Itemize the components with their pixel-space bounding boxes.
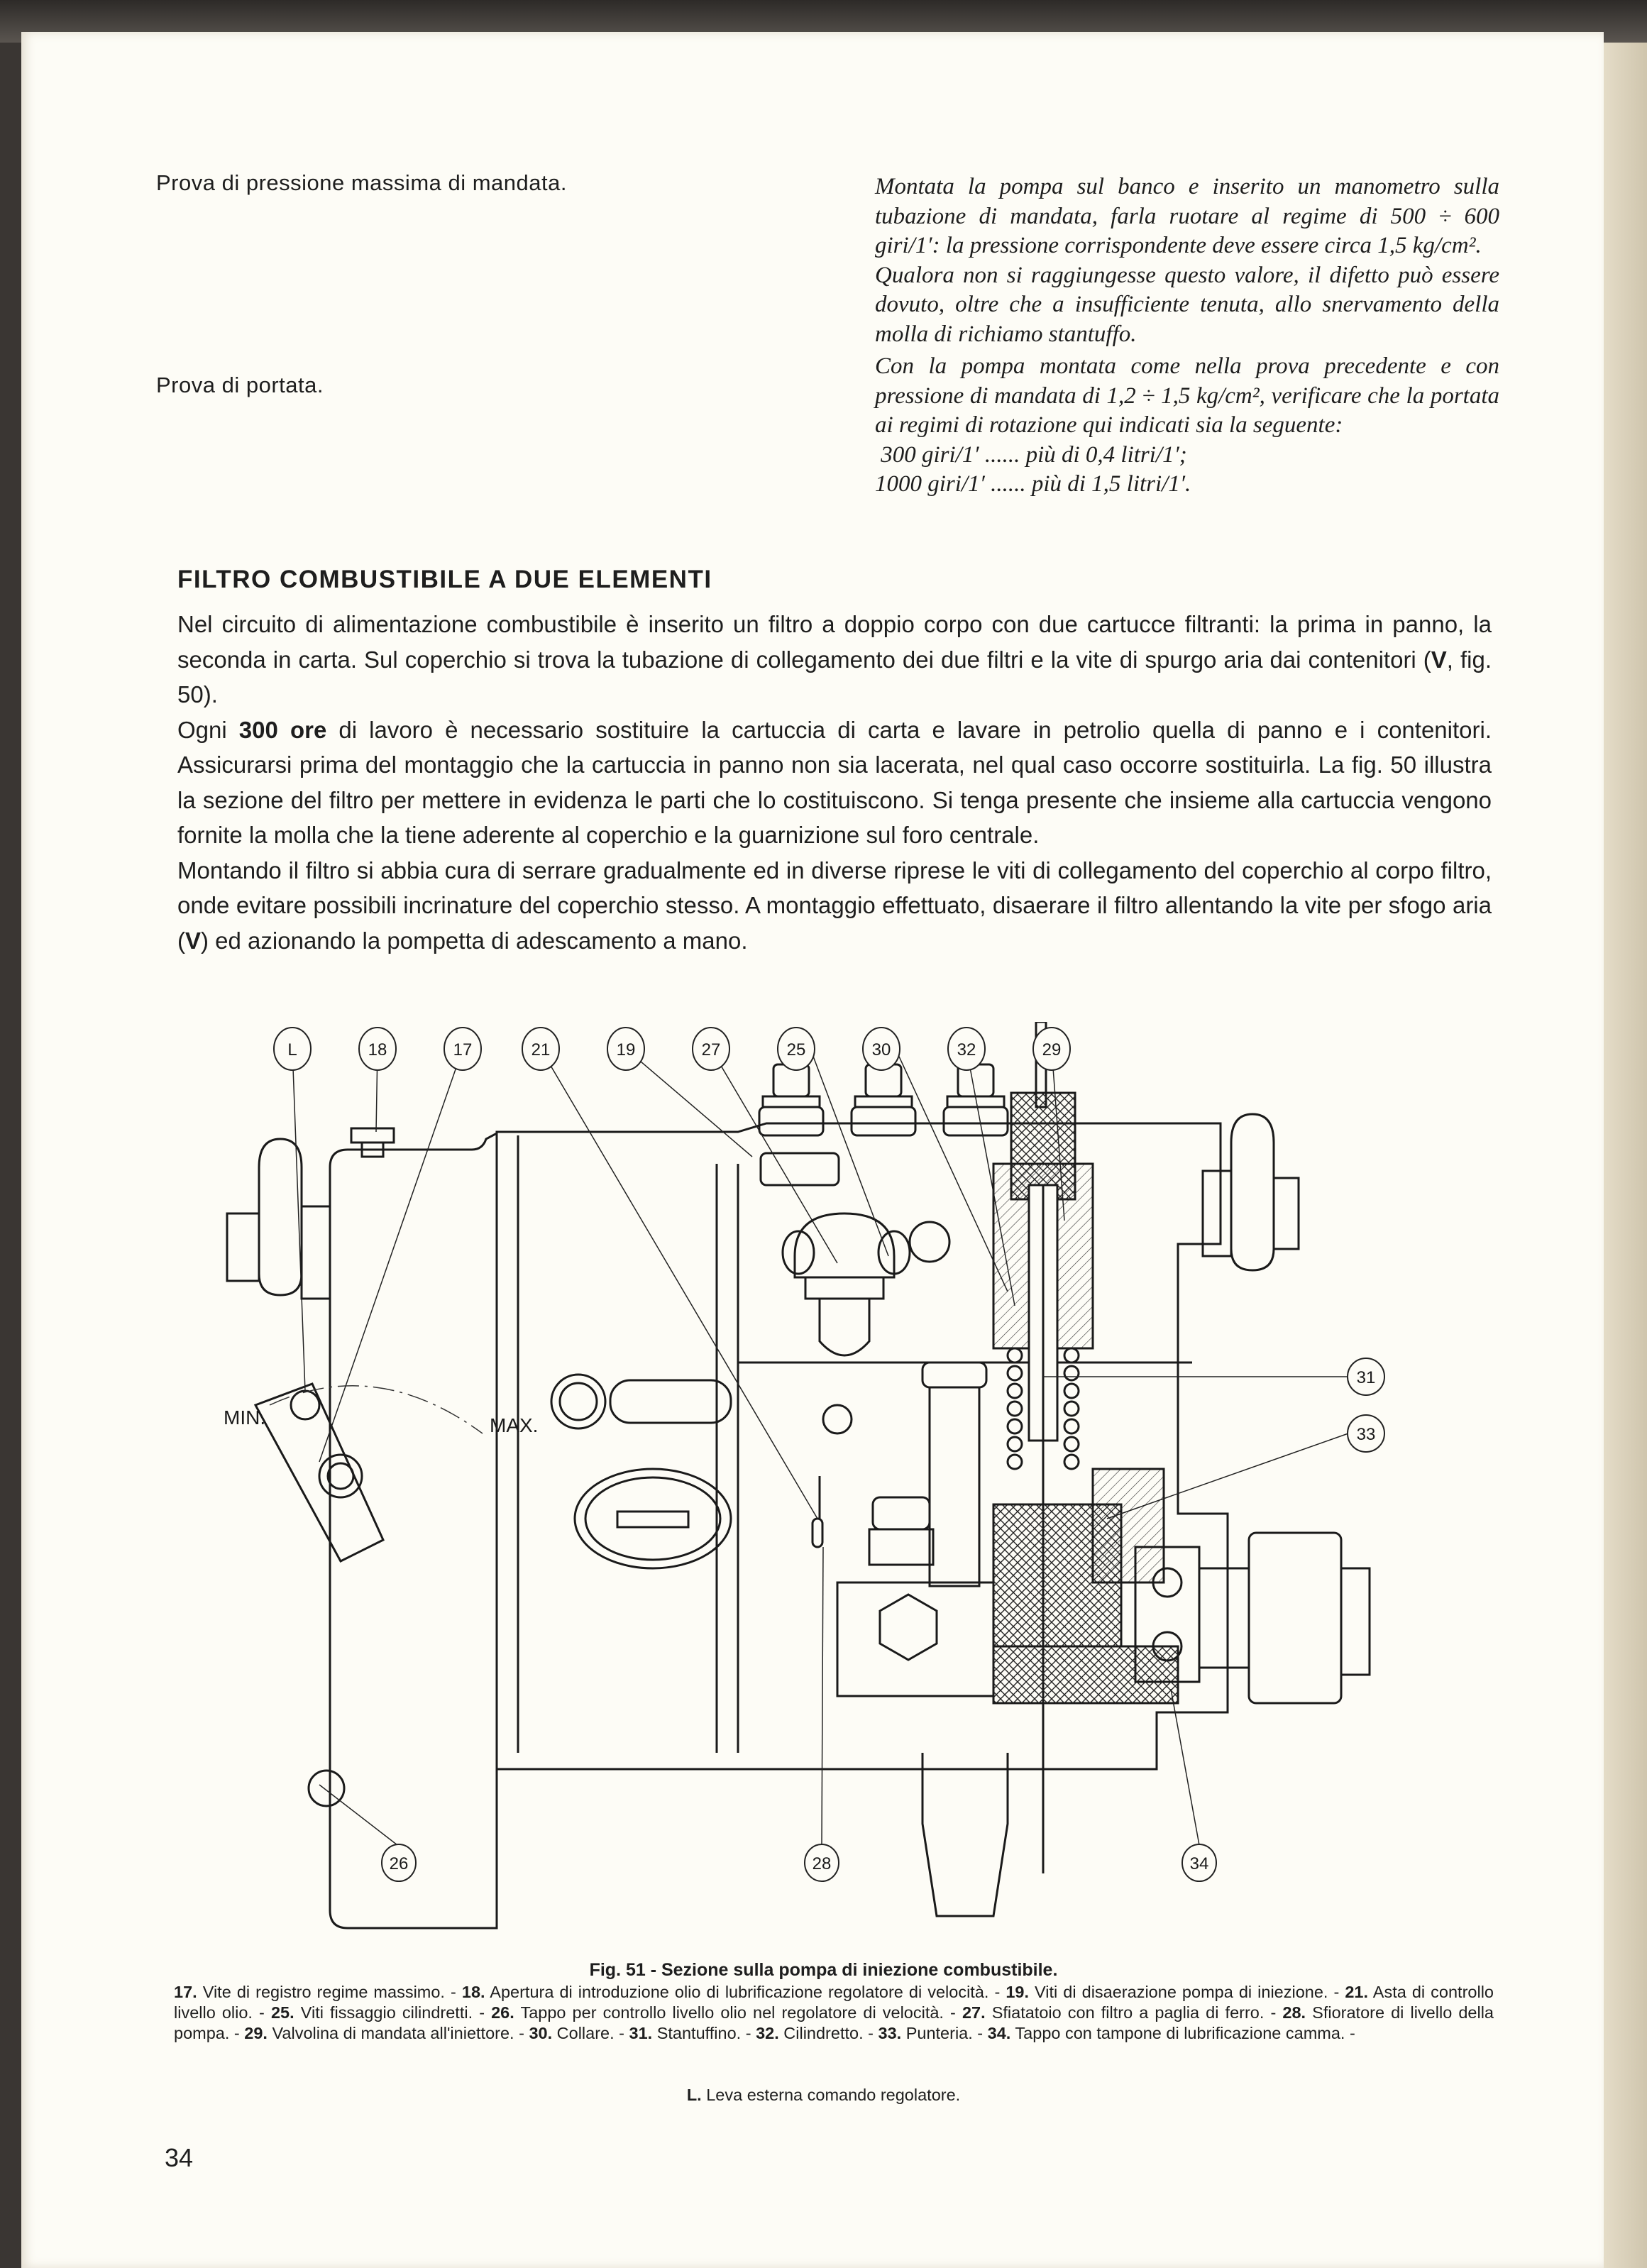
paragraph-pressure-test xyxy=(875,172,1499,261)
legend-number: 34. xyxy=(987,2024,1011,2042)
callout-18 xyxy=(359,1028,396,1070)
legend-number: 17. xyxy=(174,1983,197,2001)
callout-28 xyxy=(805,1844,839,1881)
text-line: verificare che la portata ai regimi di rotazione qui xyxy=(875,382,1500,438)
callouts xyxy=(274,1028,1384,1881)
legend-text: Sfiatatoio con filtro a paglia di ferro. - xyxy=(985,2003,1283,2022)
legend-number: 29. xyxy=(244,2024,268,2042)
text: Nel circuito di alimentazione combustibile è inserito un filtro a doppio corpo con due cartucce filtranti: la prima in panno, la seconda in carta. Sul coperchio si trova la tubazione di collegamento dei due filtri e la vite di spurgo aria dai contenitori ( xyxy=(177,611,1492,673)
svg-text:18: 18 xyxy=(368,1040,387,1059)
callout-29 xyxy=(1033,1028,1070,1070)
side-label-max-pressure-test: Prova di pressione massima di mandata. xyxy=(156,170,567,195)
callout-32 xyxy=(948,1028,985,1070)
label-max: MAX. xyxy=(490,1414,539,1436)
callout-17 xyxy=(444,1028,481,1070)
callout-26 xyxy=(382,1844,416,1881)
svg-text:33: 33 xyxy=(1356,1425,1376,1444)
callout-19 xyxy=(607,1028,644,1070)
legend-number: 28. xyxy=(1282,2003,1306,2022)
legend-number: 33. xyxy=(878,2024,902,2042)
legend-text: Stantuffino. - xyxy=(652,2024,756,2042)
callout-L xyxy=(274,1028,311,1070)
legend-text: Viti fissaggio cilindretti. - xyxy=(294,2003,492,2022)
svg-text:28: 28 xyxy=(812,1854,832,1873)
legend-number: 21. xyxy=(1345,1983,1369,2001)
body-paragraph-3 xyxy=(177,853,1492,959)
figure-51-pump-drawing xyxy=(213,1022,1476,1952)
text: ) ed azionando la pompetta di adescamento a mano. xyxy=(201,927,748,954)
paragraph-flow-test xyxy=(875,352,1499,441)
callout-30 xyxy=(863,1028,900,1070)
svg-text:26: 26 xyxy=(389,1854,409,1873)
pump-section-drawing xyxy=(213,1022,1476,1952)
text: Ogni xyxy=(177,716,239,743)
text-line: sulla tubazione di mandata, farla ruotare al regime xyxy=(875,174,1499,229)
legend-number: 27. xyxy=(962,2003,986,2022)
svg-text:32: 32 xyxy=(957,1040,976,1059)
delivery-unions xyxy=(759,1064,1008,1135)
text-line: deve essere circa 1,5 kg/cm². xyxy=(1212,233,1482,258)
legend-text: Collare. - xyxy=(552,2024,629,2042)
legend-text: Tappo con tampone di lubrificazione camma. - xyxy=(1010,2024,1355,2042)
svg-text:34: 34 xyxy=(1189,1854,1209,1873)
legend-text: Punteria. - xyxy=(901,2024,988,2042)
figure-caption-legend xyxy=(174,1982,1494,2044)
svg-text:25: 25 xyxy=(786,1040,806,1059)
legend-text: Vite di registro regime massimo. - xyxy=(197,1983,462,2001)
text-line: Con la pompa montata come nella prova precedente xyxy=(875,353,1426,379)
pump-outline xyxy=(227,1022,1370,1928)
leader-lines xyxy=(292,1049,1348,1845)
legend-text: Asta di controllo livello olio. - xyxy=(174,1983,1494,2022)
legend-number: L. xyxy=(686,2086,702,2104)
bold-hours: 300 ore xyxy=(238,716,327,743)
svg-text:21: 21 xyxy=(531,1040,551,1059)
legend-number: 19. xyxy=(1006,1983,1029,2001)
lever-arc xyxy=(270,1386,483,1433)
svg-text:30: 30 xyxy=(871,1040,891,1059)
side-label-flow-test: Prova di portata. xyxy=(156,373,324,397)
section-title: FILTRO COMBUSTIBILE A DUE ELEMENTI xyxy=(177,566,712,593)
figure-caption-last-item xyxy=(0,2086,1647,2105)
legend-text: Valvolina di mandata all'iniettore. - xyxy=(267,2024,529,2042)
legend-text: Leva esterna comando regolatore. xyxy=(701,2086,961,2104)
text: di lavoro è necessario sostituire la cartuccia di carta e lavare in petrolio quella di panno e i contenitori. Assicurarsi prima del montaggio che la cartuccia in panno non sia lacerata, nel qual caso occorre sostituirla. La fig. 50 illustra la sezione del filtro per mettere in evidenza le parti che lo costituiscono. Si tenga presente che insieme alla cartuccia vengono fornite la molla che la tiene aderente al coperchio e la guarnizione sul foro centrale. xyxy=(177,716,1492,848)
svg-text:31: 31 xyxy=(1356,1368,1376,1387)
page-number: 34 xyxy=(165,2143,194,2172)
legend-text: Cilindretto. - xyxy=(778,2024,878,2042)
callout-31 xyxy=(1348,1358,1384,1395)
text: , fig. 50). xyxy=(177,646,1492,708)
text: Montando il filtro si abbia cura di serrare gradualmente ed in diverse riprese le viti di collegamento del coperchio al corpo filtro, onde evitare possibili incrinature del coperchio stesso. A montaggio effettuato, disaerare il filtro allentando la vite per sfogo aria ( xyxy=(177,857,1492,954)
flow-row-300: 300 giri/1′ ...... più di 0,4 litri/1′; xyxy=(875,441,1187,468)
svg-text:29: 29 xyxy=(1042,1040,1062,1059)
callout-27 xyxy=(693,1028,729,1070)
svg-text:19: 19 xyxy=(616,1040,636,1059)
text-line: e con pressione di mandata di 1,2 ÷ 1,5 kg/cm², xyxy=(875,353,1500,409)
body-paragraph-2 xyxy=(177,712,1492,853)
legend-number: 31. xyxy=(629,2024,653,2042)
text-line: Montata la pompa sul banco e inserito un manometro xyxy=(875,174,1441,199)
callout-33 xyxy=(1348,1415,1384,1452)
legend-number: 32. xyxy=(756,2024,779,2042)
legend-number: 18. xyxy=(461,1983,485,2001)
test-instructions xyxy=(875,172,1499,500)
figure-caption-title: Fig. 51 - Sezione sulla pompa di iniezione combustibile. xyxy=(589,1960,1058,1980)
text-line: indicati sia la seguente: xyxy=(1118,412,1343,438)
text-line: Qualora non si raggiungesse questo valore, il difetto xyxy=(875,262,1389,288)
legend-text: Sfioratore di livello della pompa. - xyxy=(174,2003,1494,2042)
text-line: di 500 ÷ 600 giri/1′: la pressione corrispondente xyxy=(875,203,1500,258)
bold-ref: V xyxy=(185,927,202,954)
svg-text:17: 17 xyxy=(453,1040,473,1059)
legend-number: 26. xyxy=(491,2003,514,2022)
body-paragraph-1 xyxy=(177,607,1492,712)
callout-21 xyxy=(522,1028,559,1070)
text-line: può essere dovuto, oltre che a insufficiente tenuta, xyxy=(875,262,1500,317)
legend-text: Apertura di introduzione olio di lubrificazione regolatore di velocità. - xyxy=(485,1983,1006,2001)
legend-text: Viti di disaerazione pompa di iniezione. - xyxy=(1029,1983,1345,2001)
section-body xyxy=(177,607,1492,958)
callout-34 xyxy=(1182,1844,1216,1881)
legend-text: Tappo per controllo livello olio nel regolatore di velocità. - xyxy=(514,2003,962,2022)
legend-number: 30. xyxy=(529,2024,553,2042)
svg-text:27: 27 xyxy=(701,1040,721,1059)
svg-text:L: L xyxy=(287,1040,297,1059)
callout-25 xyxy=(778,1028,815,1070)
text-line: allo snervamento della molla di richiamo stantuffo. xyxy=(875,292,1500,347)
paragraph-fault xyxy=(875,261,1499,350)
bold-ref: V xyxy=(1431,646,1447,673)
label-min: MIN. xyxy=(224,1407,266,1428)
legend-number: 25. xyxy=(270,2003,294,2022)
flow-row-1000: 1000 giri/1′ ...... più di 1,5 litri/1′. xyxy=(875,471,1191,497)
page-edge xyxy=(1597,43,1647,2268)
